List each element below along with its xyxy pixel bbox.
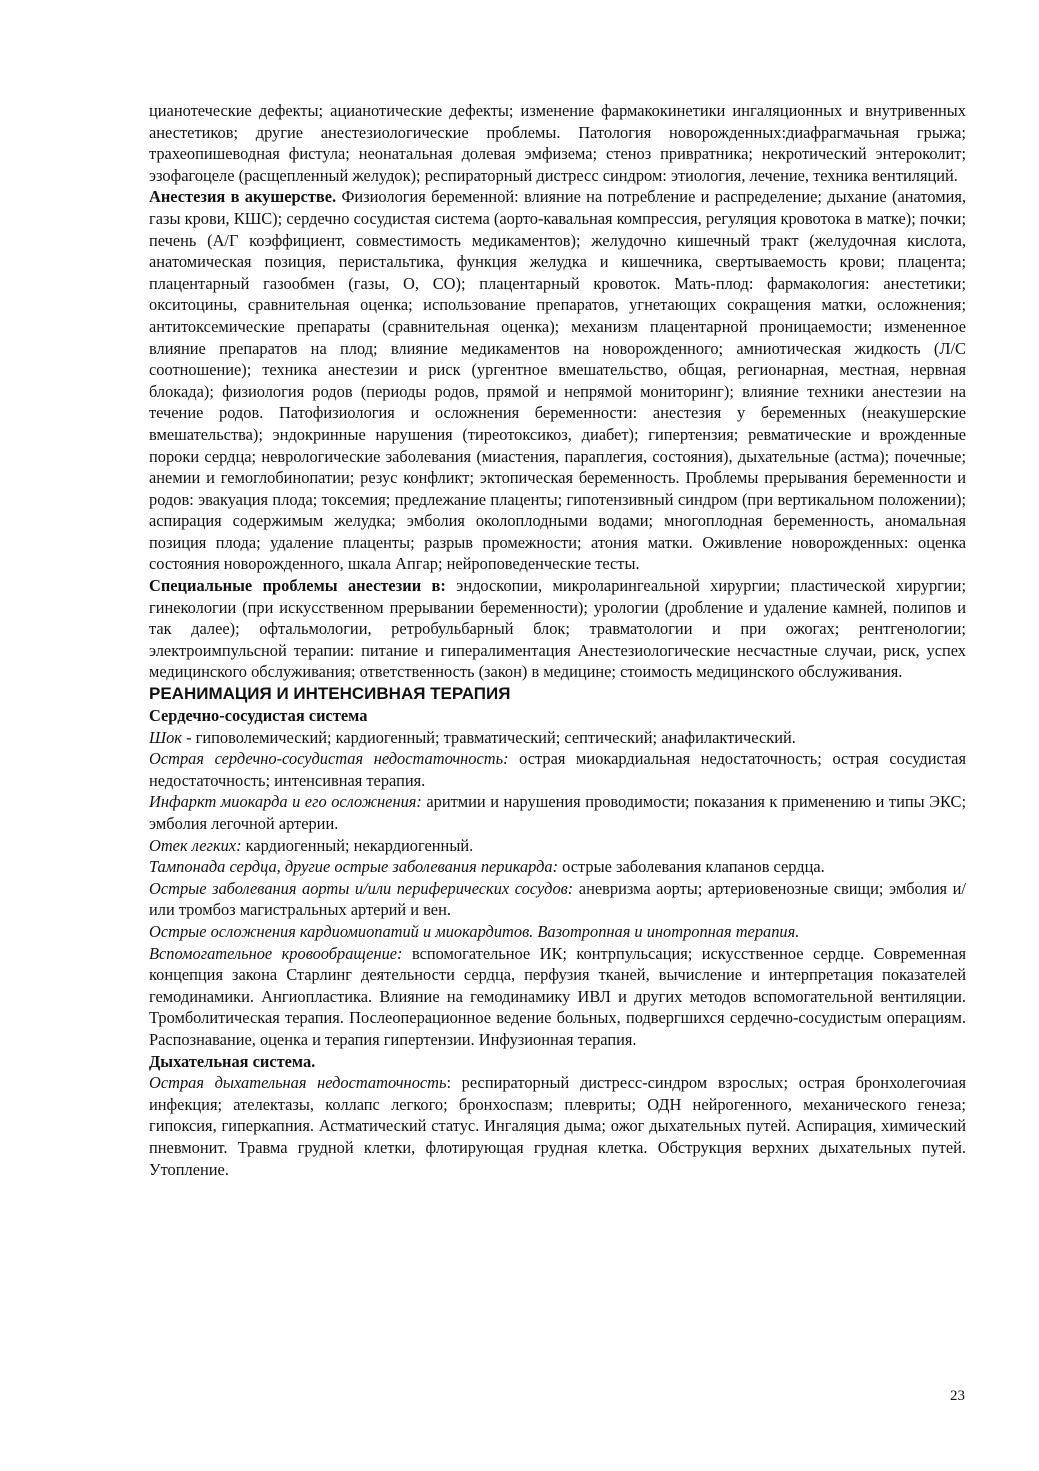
term-shock: Шок xyxy=(149,727,182,747)
text-mi: аритмии и нарушения проводимости; показания к применению и типы ЭКС; эмболия легочной артерии. xyxy=(149,792,966,833)
term-cardiomyopathy: Острые осложнения кардиомиопатий и миокардитов. Вазотропная и инотропная терапия. xyxy=(149,921,800,941)
text-assist-circulation: вспомогательное ИК; контрпульсация; искусственное сердце. Современная концепция закона Старлинг деятельности сердца, перфузия тканей, вычисление и интерпретация показателей гемодинамики. Ангиопластика. Влияние на гемодинамику ИВЛ и других методов вспомогательной вентиляции. Тромболитическая терапия. Послеоперационное ведение больных, подвергшихся сердечно-сосудистым операциям. Распознавание, оценка и терапия гипертензии. Инфузионная терапия. xyxy=(149,943,966,1049)
text-respiratory: : респираторный дистресс-синдром взрослых; острая бронхолегочиая инфекция; ателектазы, коллапс легкого; бронхоспазм; плевриты; ОДН нейрогенного, механического генеза; гипоксия, гиперкапния. Астматический статус. Ингаляция дыма; ожог дыхательных путей. Аспирация, химический пневмонит. Травма грудной клетки, флотирующая грудная клетка. Обструкция верхних дыхательных путей. Утопление. xyxy=(149,1073,967,1179)
text-acute-cv: острая миокардиальная недостаточность; острая сосудистая недостаточность; интенсивная терапия. xyxy=(149,749,966,790)
paragraph-assist-circulation xyxy=(149,943,966,1051)
paragraph-edema xyxy=(149,835,966,857)
text-tamponade: острые заболевания клапанов сердца. xyxy=(558,857,825,877)
page-number: 23 xyxy=(950,1388,965,1404)
paragraph-aorta xyxy=(149,878,966,921)
paragraph-special-problems xyxy=(149,575,966,683)
term-acute-cv: Острая сердечно-сосудистая недостаточность: xyxy=(149,749,509,769)
paragraph-acute-cv xyxy=(149,748,966,791)
term-edema: Отек легких: xyxy=(149,835,242,855)
paragraph-pediatric: цианотеческие дефекты; ацианотические дефекты; изменение фармакокинетики ингаляционных и внутривенных анестетиков; другие анестезиологические проблемы. Патология новорожденных:диафрагмачьная грыжа; трахеопишеводная фистула; неонатальная долевая эмфизема; стеноз привратника; некротический энтероколит; эзофагоцеле (расщепленный желудок); респираторный дистресс синдром: этиология, лечение, техника вентиляций. xyxy=(149,101,966,185)
heading-special-problems: Специальные проблемы анестезии в: xyxy=(149,576,446,596)
paragraph-mi xyxy=(149,791,966,834)
term-aorta: Острые заболевания аорты и/или периферических сосудов: xyxy=(149,878,574,898)
document-body xyxy=(149,100,966,1180)
paragraph-respiratory xyxy=(149,1072,966,1180)
text-aorta: аневризма аорты; артериовенозные свищи; эмболия и/или тромбоз магистральных артерий и вен. xyxy=(149,878,966,920)
paragraph-obstetrics xyxy=(149,186,966,575)
text-special-problems: эндоскопии, микроларингеальной хирургии; пластической хирургии; гинекологии (при искусственном прерывании беременности); урологии (дробление и удаление камней, полипов и так далее); офтальмологии, ретробульбарный блок; травматологии и при ожогах; рентгенологии; электроимпульсной терапии: питание и гипералиментация Анестезиологические несчастные случаи, риск, успех медицинского обслуживания; ответственность (закон) в медицине; стоимость медицинского обслуживания. xyxy=(149,576,966,682)
term-tamponade: Тампонада сердца, другие острые заболевания перикарда: xyxy=(149,857,559,877)
section-title: РЕАНИМАЦИЯ И ИНТЕНСИВНАЯ ТЕРАПИЯ xyxy=(149,684,511,704)
text-obstetrics: Физиология беременной: влияние на потребление и распределение; дыхание (анатомия, газы крови, КШС); сердечно сосудистая система (аорто-кавальная компрессия, регуляция кровотока в матке); почки; печень (А/Г коэффициент, совместимость медикаментов); желудочно кишечный тракт (желудочная кислота, анатомическая позиция, перистальтика, функция желудка и кишечника, свертываемость крови; плацента; плацентарный газообмен (газы, О, СО); плацентарный кровоток. Мать-плод: фармакология: анестетики; окситоцины, сравнительная оценка; использование препаратов, угнетающих сокращения матки, осложнения; антитоксемические препараты (сравнительная оценка); механизм плацентарной проницаемости; измененное влияние препаратов на плод; влияние медикаментов на новорожденного; амниотическая жидкость (Л/С соотношение); техника анестезии и риск (ургентное вмешательство, общая, регионарная, местная, нервная блокада); физиология родов (периоды родов, прямой и непрямой мониторинг); влияние техники анестезии на течение родов. Патофизиология и осложнения беременности: анестезия у беременных (неакушерские вмешательства); эндокринные нарушения (тиреотоксикоз, диабет); гипертензия; ревматические и врожденные пороки сердца; неврологические заболевания (миастения, параплегия, состояния), дыхательные (астма); почечные; анемии и гемоглобинопатии; резус конфликт; эктопическая беременность. Проблемы прерывания беременности и родов: эвакуация плода; токсемия; предлежание плаценты; гипотензивный синдром (при вертикальном положении); аспирация содержимым желудка; эмболия околоплодными водами; многоплодная беременность, аномальная позиция плода; удаление плаценты; разрыв промежности; атония матки. Оживление новорожденных: оценка состояния новорожденного, шкала Апгар; нейроповеденческие тесты. xyxy=(149,187,966,574)
term-mi: Инфаркт миокарда и его осложнения: xyxy=(149,792,422,812)
text-edema: кардиогенный; некардиогенный. xyxy=(241,835,474,855)
heading-obstetrics: Анестезия в акушерстве. xyxy=(149,187,337,207)
paragraph-cardiomyopathy xyxy=(149,921,966,943)
paragraph-tamponade xyxy=(149,856,966,878)
term-respiratory: Острая дыхательная недостаточность xyxy=(149,1073,447,1093)
subsection-respiratory: Дыхательная система. xyxy=(149,1051,316,1071)
paragraph-shock xyxy=(149,727,966,749)
subsection-cardiovascular: Сердечно-сосудистая система xyxy=(149,706,368,726)
term-assist-circulation: Вспомогательное кровообращение: xyxy=(149,943,403,963)
text-shock: - гиповолемический; кардиогенный; травматический; септический; анафилактический. xyxy=(181,727,796,747)
